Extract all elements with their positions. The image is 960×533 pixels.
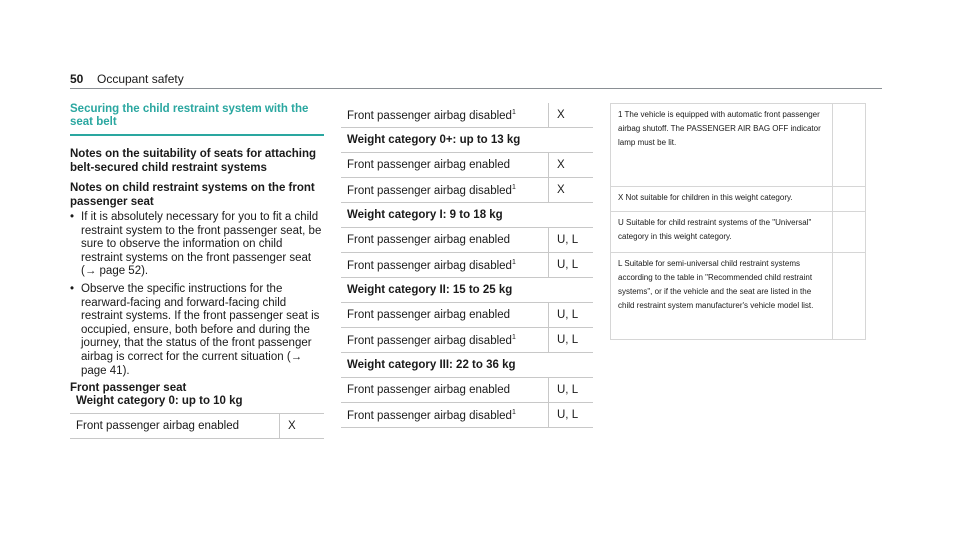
left-column [70,103,324,394]
heading-divider [70,134,324,136]
table-row [341,103,593,128]
footnote-marker: 1 [511,408,516,416]
airbag-status-label: Front passenger airbag enabled [341,153,549,178]
legend-table [610,103,866,340]
instruction-list [70,211,324,378]
legend-empty-cell [833,187,865,211]
suitability-value: X [549,153,594,178]
table-row [341,253,593,278]
table-row [70,389,324,414]
legend-empty-cell [833,253,865,339]
table-row [341,403,593,428]
table-row [341,128,593,153]
table-row [341,278,593,303]
airbag-status-label: Front passenger airbag disabled$^1$ [341,253,549,278]
legend-text: U Suitable for child restraint systems of the "Universal" category in this weight category. [611,212,833,252]
legend-text: X Not suitable for children in this weight category. [611,187,833,211]
suitability-value: U, L [549,328,594,353]
seat-table-part1 [70,389,324,439]
bullet-icon: • [70,211,75,223]
table-row [341,353,593,378]
airbag-status-label: Front passenger airbag disabled$^1$ [341,403,549,428]
airbag-status-label: Front passenger airbag enabled [341,378,549,403]
page-number: 50 [70,72,84,86]
suitability-value: X [549,103,594,128]
table-row [341,303,593,328]
suitability-value: U, L [549,253,594,278]
list-item: • Observe the specific instructions for the rearward-facing and forward-facing child restraint systems. If the front passenger seat is occupied, ensure, both before and during the journey, that the status of the front passenger airbag is correct for the current situation (→ page 41). [70,282,320,377]
front-seat-heading: Notes on child restraint systems on the front passenger seat [70,182,315,208]
legend-row [611,104,865,187]
table-title: Front passenger seat [70,382,187,395]
section-heading: Securing the child restraint system with the seat belt [70,103,309,128]
legend-empty-cell [833,104,865,186]
weight-category-label: Weight category 0+: up to 13 kg [341,128,593,153]
footnote-marker: 1 [511,333,516,341]
table-row [341,153,593,178]
bullet-icon: • [70,282,75,295]
airbag-status-label: Front passenger airbag enabled [341,228,549,253]
weight-category-label: Weight category II: 15 to 25 kg [341,278,593,303]
legend-text: L Suitable for semi-universal child restraint systems according to the table in "Recommended child restraint systems", or if the vehicle and the seat are listed in the child restraint system manufacturer's vehicle model list. [611,253,833,339]
suitability-value: X [280,414,325,439]
table-row [70,414,324,439]
airbag-status-label: Front passenger airbag enabled [341,303,549,328]
airbag-status-label: Front passenger airbag disabled$^1$ [341,328,549,353]
airbag-status-label: Front passenger airbag enabled [70,414,280,439]
section-title: Occupant safety [97,72,184,86]
footnote-marker: 1 [511,183,516,191]
airbag-status-label: Front passenger airbag disabled$^1$ [341,178,549,203]
legend-empty-cell [833,212,865,252]
legend-row [611,212,865,253]
legend-row [611,253,865,339]
suitability-value: U, L [549,403,594,428]
seat-table-part2 [341,103,593,428]
notes-heading: Notes on the suitability of seats for attaching belt-secured child restraint systems [70,148,317,174]
airbag-status-label: Front passenger airbag disabled$^1$ [341,103,549,128]
table-row [341,203,593,228]
table-row [341,178,593,203]
footnote-marker: 1 [511,108,516,116]
list-item: • If it is absolutely necessary for you to fit a child restraint system to the front passenger seat, be sure to observe the information on child restraint systems on the front passenger seat (→ page 52). [70,211,322,278]
suitability-value: U, L [549,303,594,328]
legend-row [611,187,865,212]
weight-category-label: Weight category 0: up to 10 kg [70,389,324,414]
legend-text: 1 The vehicle is equipped with automatic front passenger airbag shutoff. The PASSENGER AIR BAG OFF indicator lamp must be lit. [611,104,833,186]
suitability-value: U, L [549,228,594,253]
footnote-marker: 1 [511,258,516,266]
header-divider [70,88,882,89]
weight-category-label: Weight category I: 9 to 18 kg [341,203,593,228]
table-row [341,328,593,353]
suitability-value: U, L [549,378,594,403]
weight-category-label: Weight category III: 22 to 36 kg [341,353,593,378]
suitability-value: X [549,178,594,203]
table-row [341,228,593,253]
table-row [341,378,593,403]
